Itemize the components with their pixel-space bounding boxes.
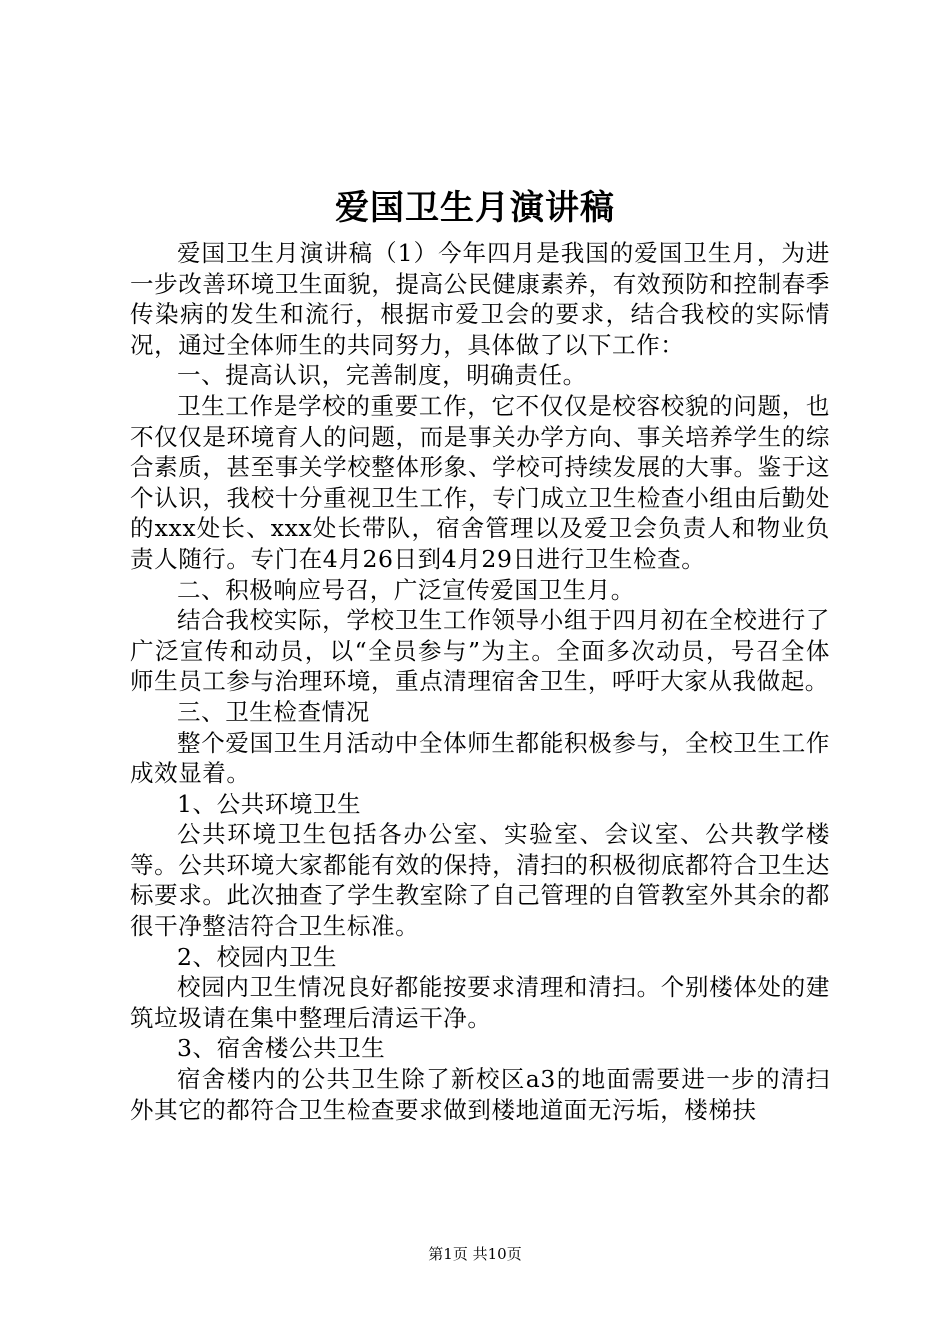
paragraph-section-2: 结合我校实际，学校卫生工作领导小组于四月初在全校进行了广泛宣传和动员，以“全员参与”为主。全面多次动员，号召全体师生员工参与治理环境，重点清理宿舍卫生，呼吁大家从我做起。	[130, 606, 830, 696]
paragraph-campus: 校园内卫生情况良好都能按要求清理和清扫。个别楼体处的建筑垃圾请在集中整理后清运干净。	[130, 973, 830, 1032]
paragraph-dormitory: 宿舍楼内的公共卫生除了新校区a3的地面需要进一步的清扫外其它的都符合卫生检查要求做到楼地道面无污垢，楼梯扶	[130, 1065, 830, 1124]
subheading-dormitory: 3、宿舍楼公共卫生	[177, 1034, 386, 1063]
paragraph-section-3: 整个爱国卫生月活动中全体师生都能积极参与，全校卫生工作成效显着。	[130, 728, 830, 788]
subheading-public-environment: 1、公共环境卫生	[177, 789, 362, 818]
document-title: 爱国卫生月演讲稿	[335, 188, 615, 228]
paragraph-public-environment: 公共环境卫生包括各办公室、实验室、会议室、公共教学楼等。公共环境大家都能有效的保持，清扫的积极彻底都符合卫生达标要求。此次抽查了学生教室除了自己管理的自管教室外其余的都很干净整洁符合卫生标准。	[130, 820, 830, 941]
heading-section-3: 三、卫生检查情况	[177, 697, 370, 726]
paragraph-section-1: 卫生工作是学校的重要工作，它不仅仅是校容校貌的问题，也不仅仅是环境育人的问题，而是事关办学方向、事关培养学生的综合素质，甚至事关学校整体形象、学校可持续发展的大事。鉴于这个认识，我校十分重视卫生工作，专门成立卫生检查小组由后勤处的xxx处长、xxx处长带队，宿舍管理以及爱卫会负责人和物业负责人随行。专门在4月26日到4月29日进行卫生检查。	[130, 391, 830, 573]
document-body	[130, 238, 830, 1125]
heading-section-2: 二、积极响应号召，广泛宣传爱国卫生月。	[177, 575, 635, 604]
subheading-campus: 2、校园内卫生	[177, 942, 338, 971]
heading-section-1: 一、提高认识，完善制度，明确责任。	[177, 361, 587, 390]
paragraph-intro: 爱国卫生月演讲稿（1）今年四月是我国的爱国卫生月，为进一步改善环境卫生面貌，提高公民健康素养，有效预防和控制春季传染病的发生和流行，根据市爱卫会的要求，结合我校的实际情况，通过全体师生的共同努力，具体做了以下工作：	[130, 239, 830, 359]
page-footer: 第1页 共10页	[428, 1245, 522, 1263]
